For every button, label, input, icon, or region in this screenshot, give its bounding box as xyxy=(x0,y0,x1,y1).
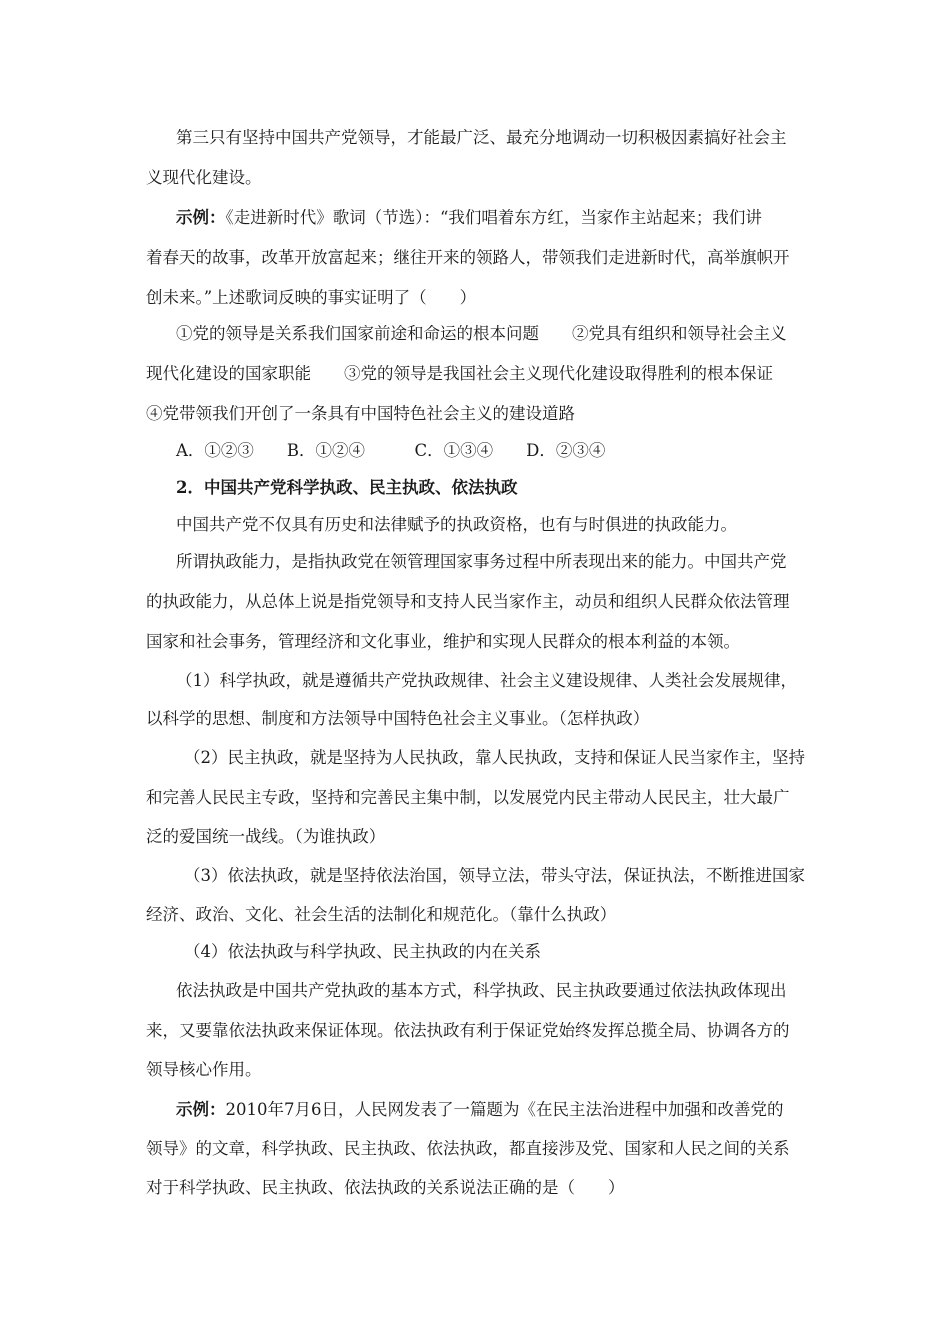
paragraph-line: 创未来。”上述歌词反映的事实证明了（ ） xyxy=(146,288,477,307)
list-item: （3）依法执政，就是坚持依法治国，领导立法，带头守法，保证执法，不断推进国家 xyxy=(184,866,805,885)
paragraph-line: 以科学的思想、制度和方法领导中国特色社会主义事业。（怎样执政） xyxy=(146,709,650,728)
paragraph-line: 着春天的故事，改革开放富起来；继往开来的领路人，带领我们走进新时代，高举旗帜开 xyxy=(146,248,790,267)
paragraph-line: 经济、政治、文化、社会生活的法制化和规范化。（靠什么执政） xyxy=(146,905,617,924)
example-line: 示例：2010年7月6日，人民网发表了一篇题为《在民主法治进程中加强和改善党的 xyxy=(176,1100,784,1119)
option-line: ④党带领我们开创了一条具有中国特色社会主义的建设道路 xyxy=(146,404,575,423)
example-label: 示例： xyxy=(176,208,226,227)
example-label: 示例： xyxy=(176,1100,226,1119)
option-line: ①党的领导是关系我们国家前途和命运的根本问题 ②党具有组织和领导社会主义 xyxy=(176,324,787,343)
paragraph-line: 国家和社会事务，管理经济和文化事业，维护和实现人民群众的根本利益的本领。 xyxy=(146,632,740,651)
answer-choices: A．①②③ B．①②④ C．①③④ D．②③④ xyxy=(176,441,606,460)
paragraph-line: 来，又要靠依法执政来保证体现。依法执政有利于保证党始终发挥总揽全局、协调各方的 xyxy=(146,1021,790,1040)
section-heading: 2．中国共产党科学执政、民主执政、依法执政 xyxy=(176,478,518,497)
list-item: （1）科学执政，就是遵循共产党执政规律、社会主义建设规律、人类社会发展规律， xyxy=(176,671,797,690)
paragraph-line: 领导》的文章，科学执政、民主执政、依法执政，都直接涉及党、国家和人民之间的关系 xyxy=(146,1139,790,1158)
paragraph-line: 第三只有坚持中国共产党领导，才能最广泛、最充分地调动一切积极因素搞好社会主 xyxy=(176,128,787,147)
paragraph-line: 对于科学执政、民主执政、依法执政的关系说法正确的是（ ） xyxy=(146,1178,625,1197)
list-item: （4）依法执政与科学执政、民主执政的内在关系 xyxy=(184,942,541,961)
paragraph-line: 所谓执政能力，是指执政党在领管理国家事务过程中所表现出来的能力。中国共产党 xyxy=(176,552,787,571)
paragraph-line: 的执政能力，从总体上说是指党领导和支持人民当家作主，动员和组织人民群众依法管理 xyxy=(146,592,790,611)
paragraph-line: 和完善人民民主专政，坚持和完善民主集中制，以发展党内民主带动人民民主，壮大最广 xyxy=(146,788,790,807)
paragraph-line: 义现代化建设。 xyxy=(146,168,262,187)
paragraph-line: 中国共产党不仅具有历史和法律赋予的执政资格，也有与时俱进的执政能力。 xyxy=(176,515,737,534)
paragraph-line: 泛的爱国统一战线。（为谁执政） xyxy=(146,827,386,846)
paragraph-line: 领导核心作用。 xyxy=(146,1060,262,1079)
paragraph-line: 依法执政是中国共产党执政的基本方式，科学执政、民主执政要通过依法执政体现出 xyxy=(176,981,787,1000)
example-line: 示例：《走进新时代》歌词（节选）：“我们唱着东方红，当家作主站起来；我们讲 xyxy=(176,208,762,227)
list-item: （2）民主执政，就是坚持为人民执政，靠人民执政，支持和保证人民当家作主，坚持 xyxy=(184,748,805,767)
option-line: 现代化建设的国家职能 ③党的领导是我国社会主义现代化建设取得胜利的根本保证 xyxy=(146,364,773,383)
